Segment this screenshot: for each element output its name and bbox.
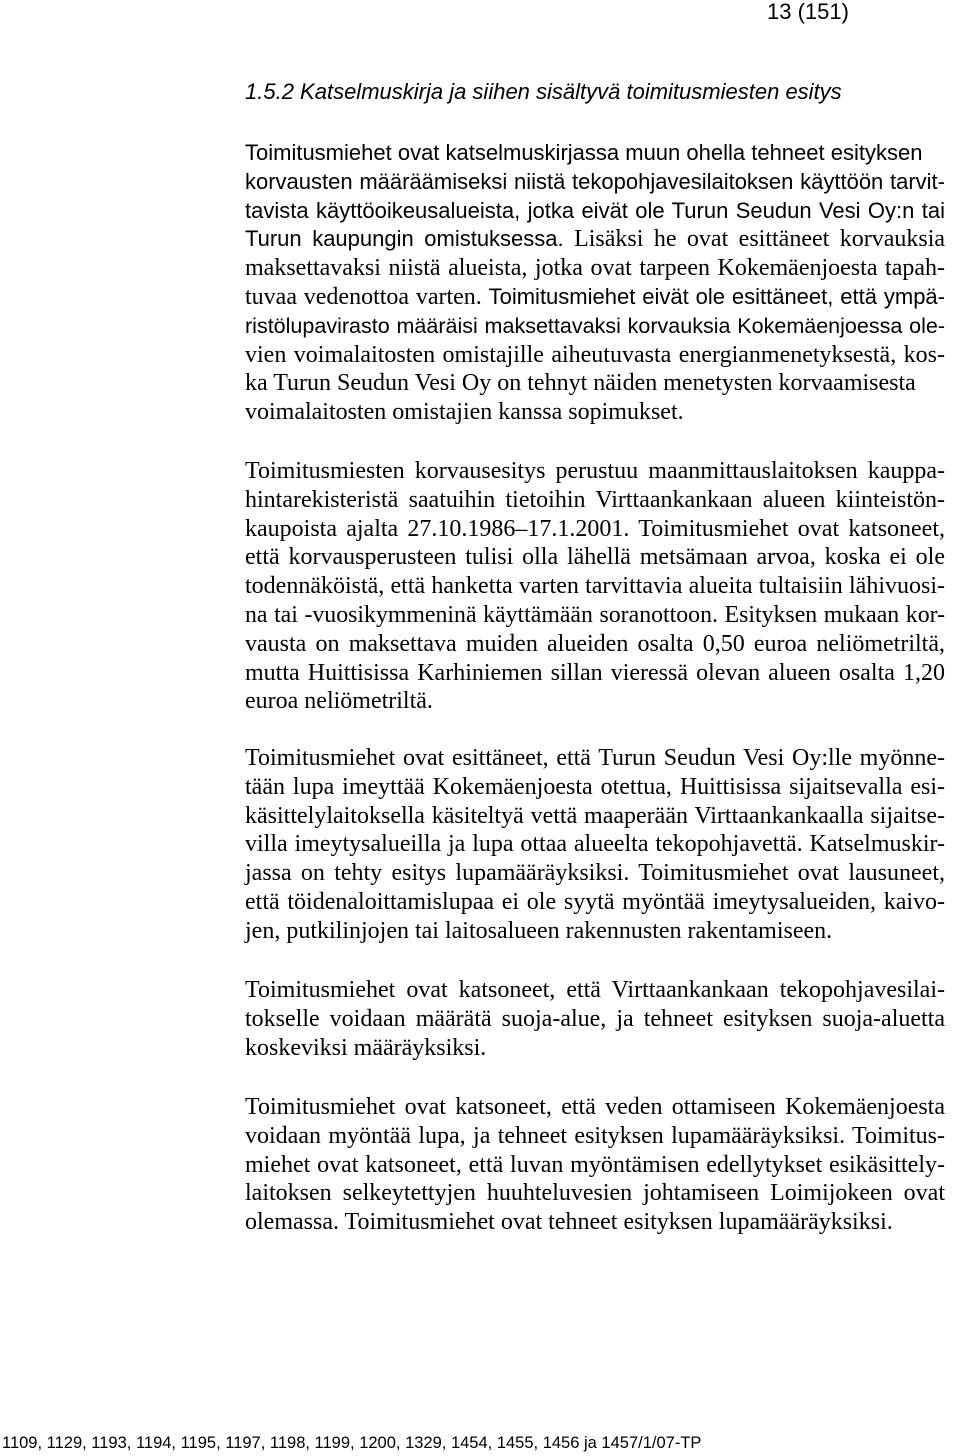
section-heading: 1.5.2 Katselmuskirja ja siihen sisältyvä toimitusmiesten esitys <box>245 79 842 104</box>
text-line: vausta on maksettava muiden alueiden osalta 0,50 euroa neliömetriltä, <box>245 630 945 657</box>
text-line: Toimitusmiehet ovat esittäneet, että Turun Seudun Vesi Oy:lle myönne- <box>245 745 945 771</box>
text-line <box>245 225 945 254</box>
text-line: koskeviksi määräyksiksi. <box>245 1034 487 1061</box>
text-line: miehet ovat katsoneet, että luvan myöntämisen edellytykset esikäsittely- <box>245 1151 945 1178</box>
text-line: tavista käyttöoikeusalueista, jotka eivät ole Turun Seudun Vesi Oy:n tai <box>245 197 945 223</box>
text-line: na tai -vuosikymmeninä käyttämään soranottoon. Esityksen mukaan kor- <box>245 601 945 628</box>
text-line <box>245 283 945 312</box>
paragraph <box>245 744 945 946</box>
text-line: että korvausperusteen tulisi olla lähellä metsämaan arvoa, koska ei ole <box>245 544 945 571</box>
paragraph <box>245 1093 945 1237</box>
paragraph <box>245 457 945 716</box>
text-line: Toimitusmiehet ovat katsoneet, että veden ottamiseen Kokemäenjoesta <box>245 1094 945 1120</box>
text-line: vien voimalaitosten omistajille aiheutuvasta energianmenetyksestä, kos- <box>245 341 945 368</box>
text-line: tokselle voidaan määrätä suoja-alue, ja tehneet esityksen suoja-aluetta <box>245 1005 945 1032</box>
text-segment: tuvaa vedenottoa varten. <box>245 283 482 310</box>
text-line: tään lupa imeyttää Kokemäenjoesta otettua, Huittisissa sijaitsevalla esi- <box>245 773 945 800</box>
text-line: että töidenaloittamislupaa ei ole syytä myöntää imeytysalueiden, kaivo- <box>245 888 945 915</box>
text-line: olemassa. Toimitusmiehet ovat tehneet esityksen lupamääräyksiksi. <box>245 1209 893 1236</box>
text-line: hintarekisteristä saatuihin tietoihin Virttaankankaan alueen kiinteistön- <box>245 486 945 513</box>
text-line: Toimitusmiesten korvausesitys perustuu maanmittauslaitoksen kauppa- <box>245 458 945 484</box>
text-line: Toimitusmiehet ovat katsoneet, että Virttaankankaan tekopohjavesilai- <box>245 977 945 1003</box>
text-line: korvausten määräämiseksi niistä tekopohjavesilaitoksen käyttöön tarvit- <box>245 168 945 194</box>
text-segment: Toimitusmiehet eivät ole esittäneet, että ympä- <box>488 283 945 309</box>
text-line: jen, putkilinjojen tai laitosalueen rakennusten rakentamiseen. <box>245 917 833 944</box>
page-number: 13 (151) <box>767 0 849 24</box>
paragraph <box>245 976 945 1062</box>
text-line: Toimitusmiehet ovat katselmuskirjassa muun ohella tehneet esityksen <box>245 140 923 165</box>
text-line: mutta Huittisissa Karhiniemen sillan vieressä olevan alueen osalta 1,20 <box>245 659 945 686</box>
text-line: laitoksen selkeytettyjen huuhteluvesien johtamiseen Loimijokeen ovat <box>245 1180 945 1207</box>
text-line: voidaan myöntää lupa, ja tehneet esityksen lupamääräyksiksi. Toimitus- <box>245 1122 945 1149</box>
text-segment: Lisäksi he ovat esittäneet korvauksia <box>574 226 946 253</box>
text-line: käsittelylaitoksella käsiteltyä vettä maaperään Virttaankankaalla sijaitse- <box>245 802 945 829</box>
text-line: ka Turun Seudun Vesi Oy on tehnyt näiden menetysten korvaamisesta <box>245 370 916 397</box>
text-line: ristölupavirasto määräisi maksettavaksi korvauksia Kokemäenjoessa ole- <box>245 313 945 338</box>
text-line: villa imeytysalueilla ja lupa ottaa alueelta tekopohjavettä. Katselmuskir- <box>245 831 945 858</box>
text-line: voimalaitosten omistajien kanssa sopimukset. <box>245 399 684 426</box>
text-line: euroa neliömetriltä. <box>245 688 433 715</box>
text-line: jassa on tehty esitys lupamääräyksiksi. Toimitusmiehet ovat lausuneet, <box>245 860 945 887</box>
text-line: todennäköistä, että hanketta varten tarvittavia alueita tultaisiin lähivuosi- <box>245 573 945 600</box>
text-segment: Turun kaupungin omistuksessa. <box>245 226 564 252</box>
text-line: kaupoista ajalta 27.10.1986–17.1.2001. Toimitusmiehet ovat katsoneet, <box>245 515 945 542</box>
footer-reference: 1109, 1129, 1193, 1194, 1195, 1197, 1198, 1199, 1200, 1329, 1454, 1455, 1456 ja 1457/1/07-TP <box>2 1434 702 1452</box>
text-line: maksettavaksi niistä alueista, jotka ovat tarpeen Kokemäenjoesta tapah- <box>245 255 945 282</box>
paragraph <box>245 139 945 427</box>
